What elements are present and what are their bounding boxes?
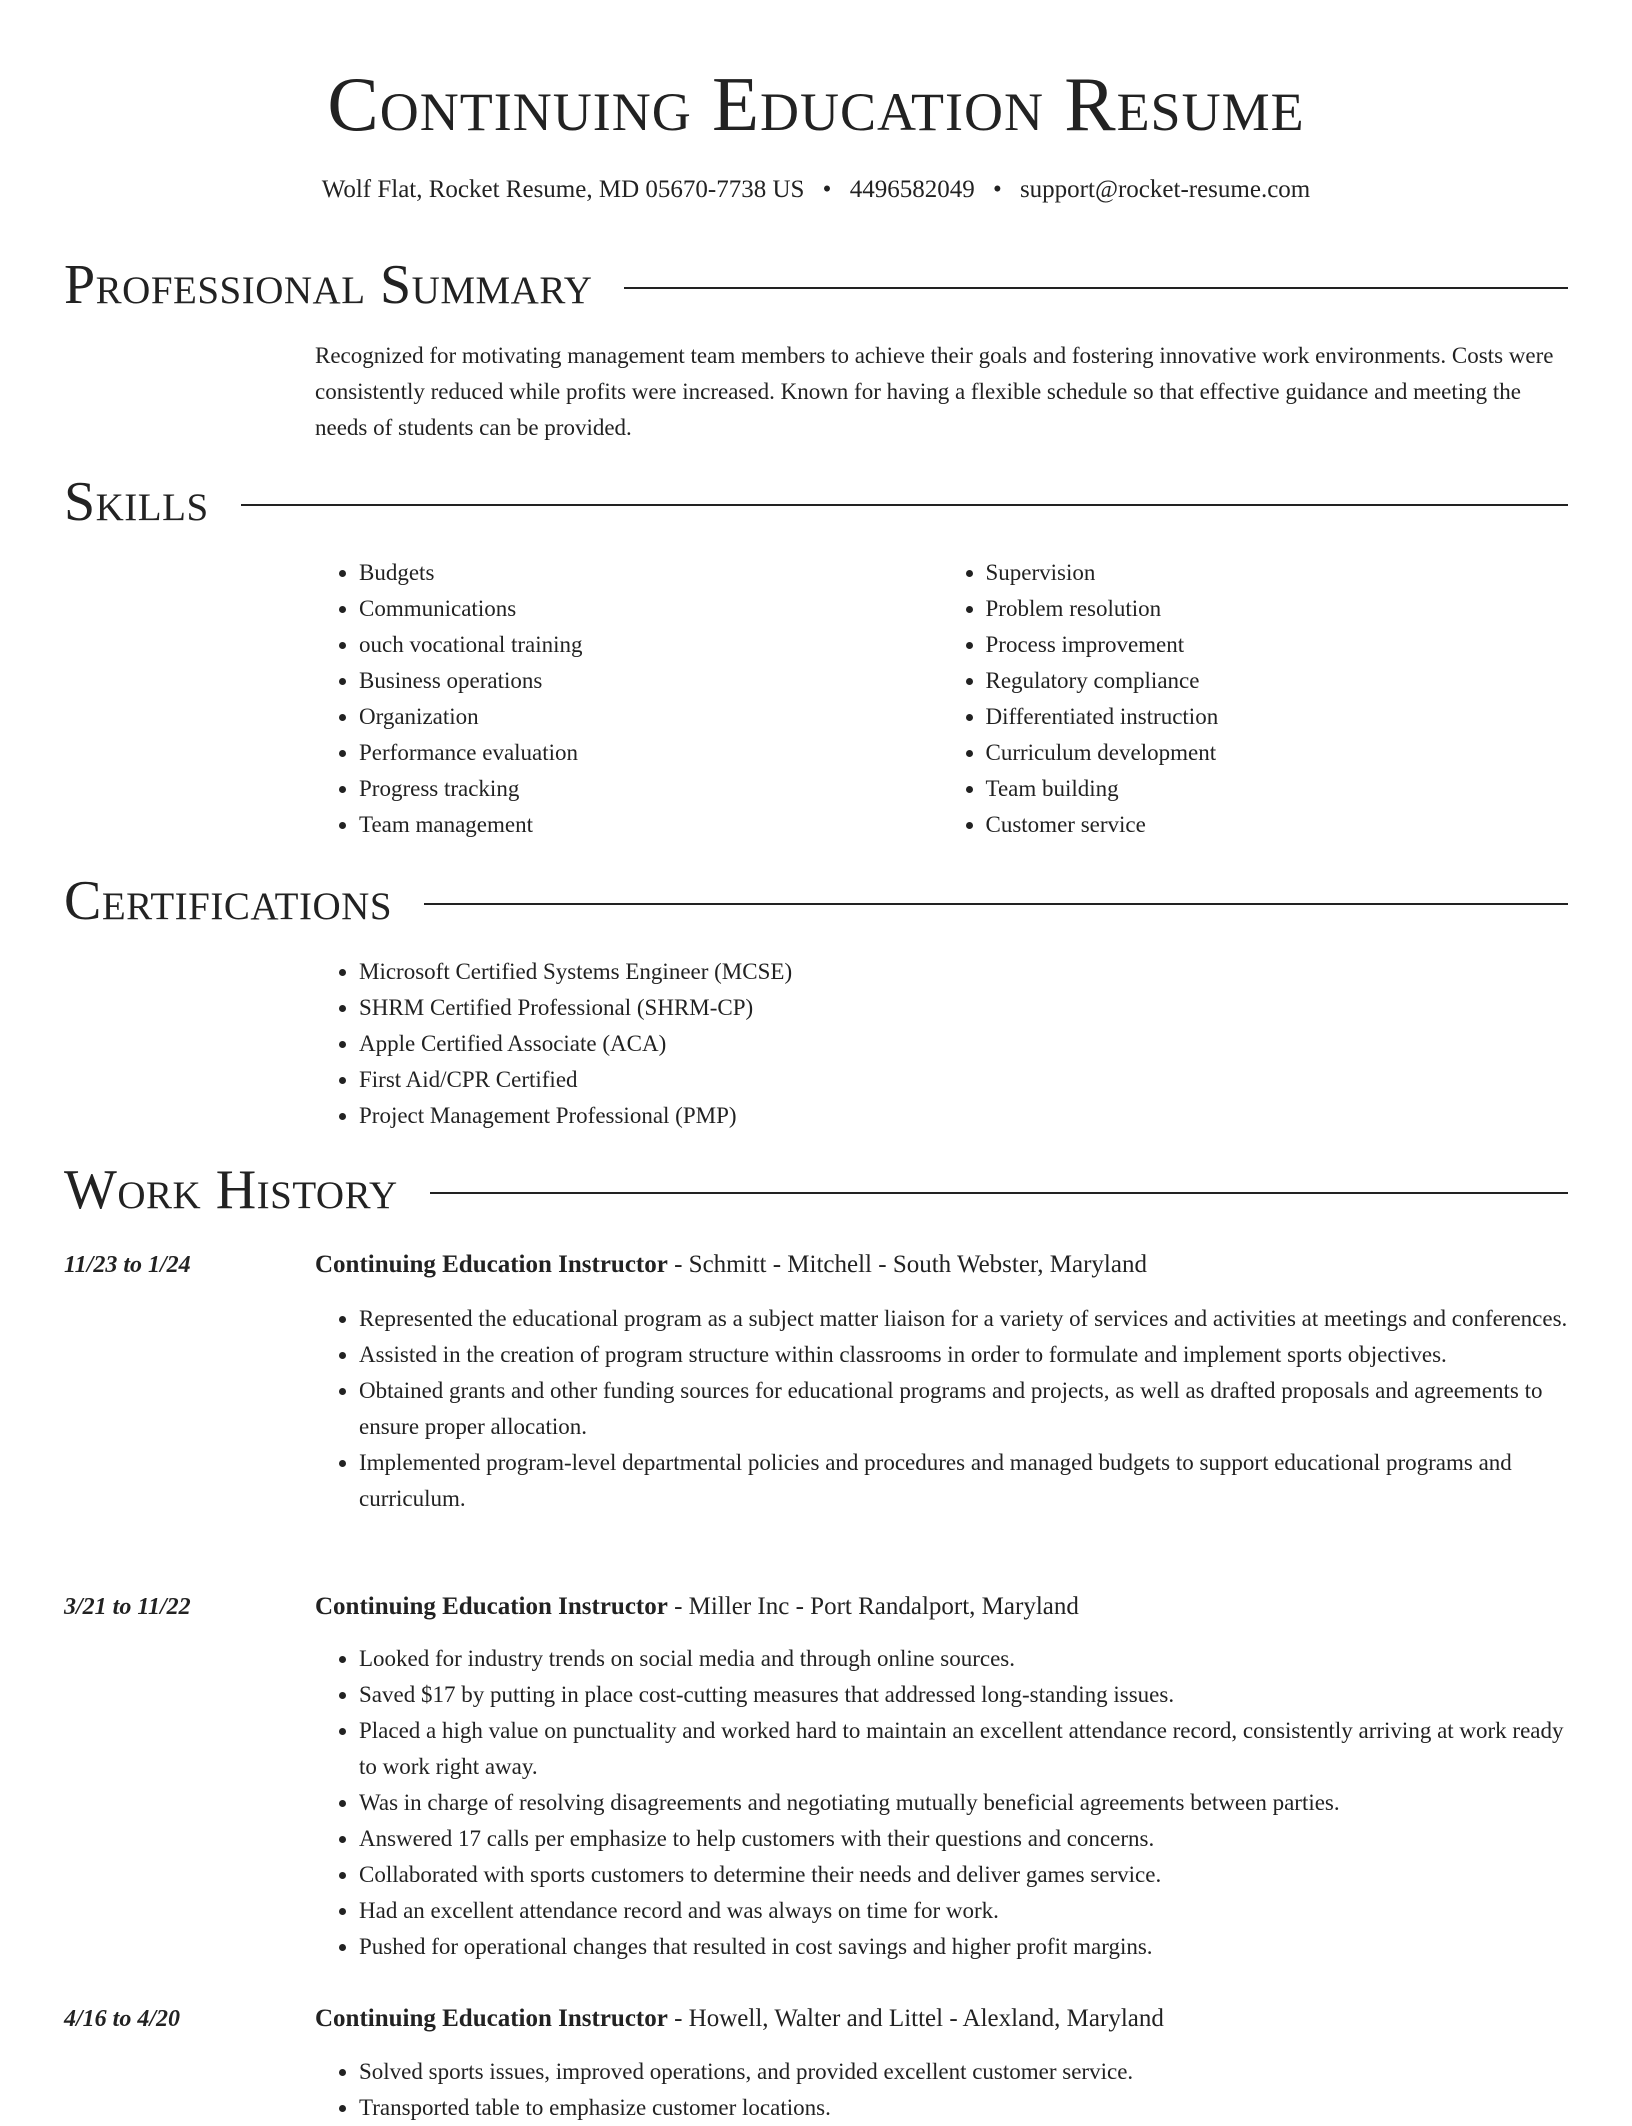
- work-history-section-header: [64, 1155, 1568, 1225]
- skills-grid: [315, 555, 1568, 843]
- skill-item: • Supervision: [986, 555, 1569, 591]
- job-duty: • Collaborated with sports customers to determine their needs and deliver games service.: [359, 1857, 1568, 1893]
- job-headline: [315, 2001, 1568, 2037]
- job-duty: • Saved $17 by putting in place cost-cutting measures that addressed long-standing issues.: [359, 1677, 1568, 1713]
- resume-title: Continuing Education Resume: [327, 61, 1305, 147]
- job-duties: [315, 1301, 1568, 1517]
- skill-item: • Team building: [986, 771, 1569, 807]
- job-dates: 11/23 to 1/24: [64, 1252, 191, 1278]
- skill-item: • Curriculum development: [986, 735, 1569, 771]
- contact-address: Wolf Flat, Rocket Resume, MD 05670-7738 US: [321, 176, 805, 203]
- skill-item: • Progress tracking: [359, 771, 942, 807]
- job-employer: - Howell, Walter and Littel - Alexland, Maryland: [667, 2005, 1164, 2032]
- certifications-section-header: [64, 866, 1568, 936]
- job-dates: 4/16 to 4/20: [64, 2006, 181, 2032]
- skill-item: • Process improvement: [986, 627, 1569, 663]
- skill-item: • Business operations: [359, 663, 942, 699]
- section-divider: [624, 287, 1568, 289]
- skill-item: • Regulatory compliance: [986, 663, 1569, 699]
- skill-item: • Communications: [359, 591, 942, 627]
- job-headline: [315, 1589, 1568, 1625]
- job-duty: • Pushed for operational changes that resulted in cost savings and higher profit margins.: [359, 1929, 1568, 1965]
- job-employer: - Schmitt - Mitchell - South Webster, Maryland: [667, 1251, 1147, 1278]
- skill-item: • Organization: [359, 699, 942, 735]
- skill-item: • Budgets: [359, 555, 942, 591]
- job-duty: • Transported table to emphasize customer locations.: [359, 2090, 1568, 2126]
- certifications-section: [315, 954, 1568, 1134]
- skill-item: • Performance evaluation: [359, 735, 942, 771]
- skill-item: • ouch vocational training: [359, 627, 942, 663]
- job-duty: • Looked for industry trends on social media and through online sources.: [359, 1641, 1568, 1677]
- section-divider: [430, 1192, 1568, 1194]
- job-duties: [315, 1641, 1568, 1965]
- job-duty: • Had an excellent attendance record and was always on time for work.: [359, 1893, 1568, 1929]
- summary-section: [315, 338, 1568, 446]
- contact-separator: •: [822, 176, 832, 203]
- job-dates: 3/21 to 11/22: [64, 1594, 191, 1620]
- contact-phone: 4496582049: [849, 176, 975, 203]
- summary-heading: Professional Summary: [64, 254, 593, 316]
- summary-text: Recognized for motivating management team members to achieve their goals and fostering innovative work environments. Costs were consistently reduced while profits were increased. Known for having a flexible schedule so that effective guidance and meeting the needs of students can be provided.: [315, 343, 1554, 440]
- job-duty: • Assisted in the creation of program structure within classrooms in order to formulate and implement sports objectives.: [359, 1337, 1568, 1373]
- contact-line: [0, 172, 1632, 208]
- job-duty: • Was in charge of resolving disagreements and negotiating mutually beneficial agreements between parties.: [359, 1785, 1568, 1821]
- job-duty: • Placed a high value on punctuality and worked hard to maintain an excellent attendance record, consistently arriving at work ready to work right away.: [359, 1713, 1568, 1785]
- job-title: Continuing Education Instructor: [315, 2005, 668, 2032]
- certifications-list: [315, 954, 1568, 1134]
- certification-item: • Apple Certified Associate (ACA): [359, 1026, 1568, 1062]
- job-employer: - Miller Inc - Port Randalport, Maryland: [667, 1593, 1079, 1620]
- skills-list-left: [315, 555, 942, 843]
- job-duty: • Represented the educational program as a subject matter liaison for a variety of services and activities at meetings and conferences.: [359, 1301, 1568, 1337]
- summary-section-header: [64, 250, 1568, 320]
- job-duties: [315, 2054, 1568, 2126]
- skills-section: [315, 555, 1568, 843]
- job-title: Continuing Education Instructor: [315, 1251, 668, 1278]
- skill-item: • Team management: [359, 807, 942, 843]
- skills-section-header: [64, 467, 1568, 537]
- skills-heading: Skills: [64, 471, 209, 533]
- job-duties-list: [315, 2054, 1568, 2126]
- job-duty: • Obtained grants and other funding sources for educational programs and projects, as well as drafted proposals and agreements to ensure proper allocation.: [359, 1373, 1568, 1445]
- section-divider: [424, 903, 1568, 905]
- skills-list-right: [942, 555, 1569, 843]
- job-title: Continuing Education Instructor: [315, 1593, 668, 1620]
- job-duty: • Implemented program-level departmental policies and procedures and managed budgets to support educational programs and curriculum.: [359, 1445, 1568, 1517]
- job-headline: [315, 1247, 1568, 1283]
- work-history-heading: Work History: [64, 1159, 398, 1221]
- certification-item: • Project Management Professional (PMP): [359, 1098, 1568, 1134]
- certifications-heading: Certifications: [64, 870, 393, 932]
- contact-separator: •: [992, 176, 1002, 203]
- skill-item: • Customer service: [986, 807, 1569, 843]
- skill-item: • Problem resolution: [986, 591, 1569, 627]
- certification-item: • SHRM Certified Professional (SHRM-CP): [359, 990, 1568, 1026]
- contact-email: support@rocket-resume.com: [1019, 176, 1311, 203]
- certification-item: • First Aid/CPR Certified: [359, 1062, 1568, 1098]
- job-duty: • Solved sports issues, improved operations, and provided excellent customer service.: [359, 2054, 1568, 2090]
- job-duties-list: [315, 1641, 1568, 1965]
- section-divider: [241, 504, 1568, 506]
- skill-item: • Differentiated instruction: [986, 699, 1569, 735]
- certification-item: • Microsoft Certified Systems Engineer (MCSE): [359, 954, 1568, 990]
- job-duties-list: [315, 1301, 1568, 1517]
- job-duty: • Answered 17 calls per emphasize to help customers with their questions and concerns.: [359, 1821, 1568, 1857]
